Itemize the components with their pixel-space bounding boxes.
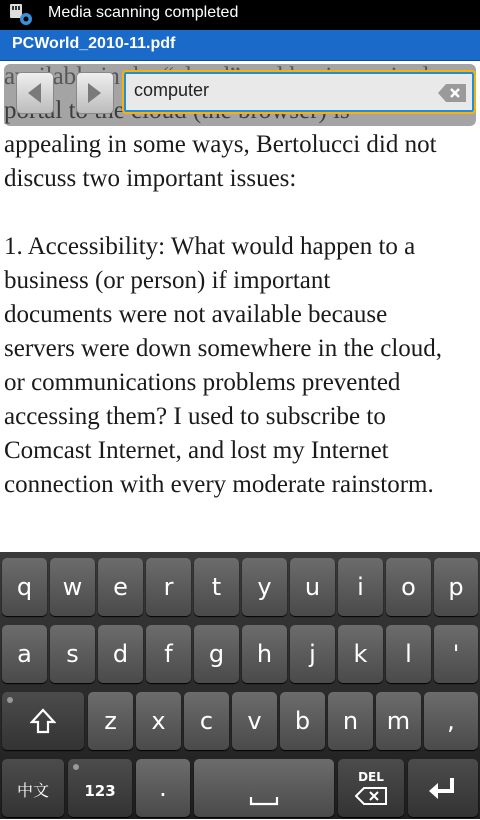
key-d[interactable]: d: [98, 625, 143, 683]
space-key[interactable]: [194, 759, 334, 817]
key-b[interactable]: b: [280, 692, 325, 750]
enter-icon: [428, 776, 458, 800]
key-o[interactable]: o: [386, 558, 431, 616]
document-line: documents were not available because: [4, 301, 388, 328]
key-a[interactable]: a: [2, 625, 47, 683]
document-line: or communications problems prevented: [4, 369, 401, 396]
previous-match-button[interactable]: [16, 72, 54, 114]
arrow-right-icon: [85, 82, 105, 104]
key-c[interactable]: c: [184, 692, 229, 750]
next-match-button[interactable]: [76, 72, 114, 114]
backspace-icon: [355, 787, 387, 805]
document-line: 1. Accessibility: What would happen to a: [4, 233, 416, 260]
status-bar: [0, 0, 480, 30]
key-w[interactable]: w: [50, 558, 95, 616]
key-comma[interactable]: ,: [424, 692, 478, 750]
status-text: Media scanning completed: [48, 4, 239, 21]
delete-key[interactable]: [338, 759, 404, 817]
key-x[interactable]: x: [136, 692, 181, 750]
shift-icon: [30, 708, 56, 734]
key-m[interactable]: m: [376, 692, 421, 750]
key-r[interactable]: r: [146, 558, 191, 616]
search-field[interactable]: [122, 70, 476, 114]
key-l[interactable]: l: [386, 625, 431, 683]
document-content: [4, 60, 476, 555]
title-bar: [0, 30, 480, 61]
space-icon: [249, 795, 279, 807]
search-input[interactable]: [134, 80, 424, 101]
key-j[interactable]: j: [290, 625, 335, 683]
key-t[interactable]: t: [194, 558, 239, 616]
key-s[interactable]: s: [50, 625, 95, 683]
key-i[interactable]: i: [338, 558, 383, 616]
key-q[interactable]: q: [2, 558, 47, 616]
shift-key[interactable]: [2, 692, 84, 750]
key-u[interactable]: u: [290, 558, 335, 616]
enter-key[interactable]: [408, 759, 478, 817]
key-indicator-dot: [73, 764, 79, 770]
key-f[interactable]: f: [146, 625, 191, 683]
key-g[interactable]: g: [194, 625, 239, 683]
key-n[interactable]: n: [328, 692, 373, 750]
document-line: appealing in some ways, Bertolucci did not: [4, 131, 437, 158]
arrow-left-icon: [25, 82, 45, 104]
document-line: servers were down somewhere in the cloud,: [4, 335, 443, 362]
document-line: Comcast Internet, and lost my Internet: [4, 437, 389, 464]
delete-key-label: DEL: [358, 770, 384, 784]
search-bar: [4, 64, 476, 126]
document-line: accessing them? I used to subscribe to: [4, 403, 386, 430]
language-key-label: 中文: [16, 781, 49, 800]
key-y[interactable]: y: [242, 558, 287, 616]
document-title: PCWorld_2010-11.pdf: [12, 35, 176, 52]
key-v[interactable]: v: [232, 692, 277, 750]
clear-text-icon: [438, 84, 466, 102]
media-scan-icon: [8, 3, 36, 27]
key-indicator-dot: [7, 697, 13, 703]
key-p[interactable]: p: [434, 558, 478, 616]
language-key[interactable]: [2, 759, 64, 817]
key-e[interactable]: e: [98, 558, 143, 616]
document-line: business (or person) if important: [4, 267, 331, 294]
key-period[interactable]: .: [136, 759, 190, 817]
key-k[interactable]: k: [338, 625, 383, 683]
key-h[interactable]: h: [242, 625, 287, 683]
document-line: discuss two important issues:: [4, 165, 297, 192]
key-apostrophe[interactable]: ': [434, 625, 478, 683]
document-line: connection with every moderate rainstorm.: [4, 471, 434, 498]
numbers-key[interactable]: [68, 759, 132, 817]
soft-keyboard: [0, 552, 480, 819]
numbers-key-label: 123: [84, 782, 116, 800]
document-line: [4, 196, 476, 230]
key-z[interactable]: z: [88, 692, 133, 750]
clear-search-button[interactable]: [438, 84, 466, 102]
